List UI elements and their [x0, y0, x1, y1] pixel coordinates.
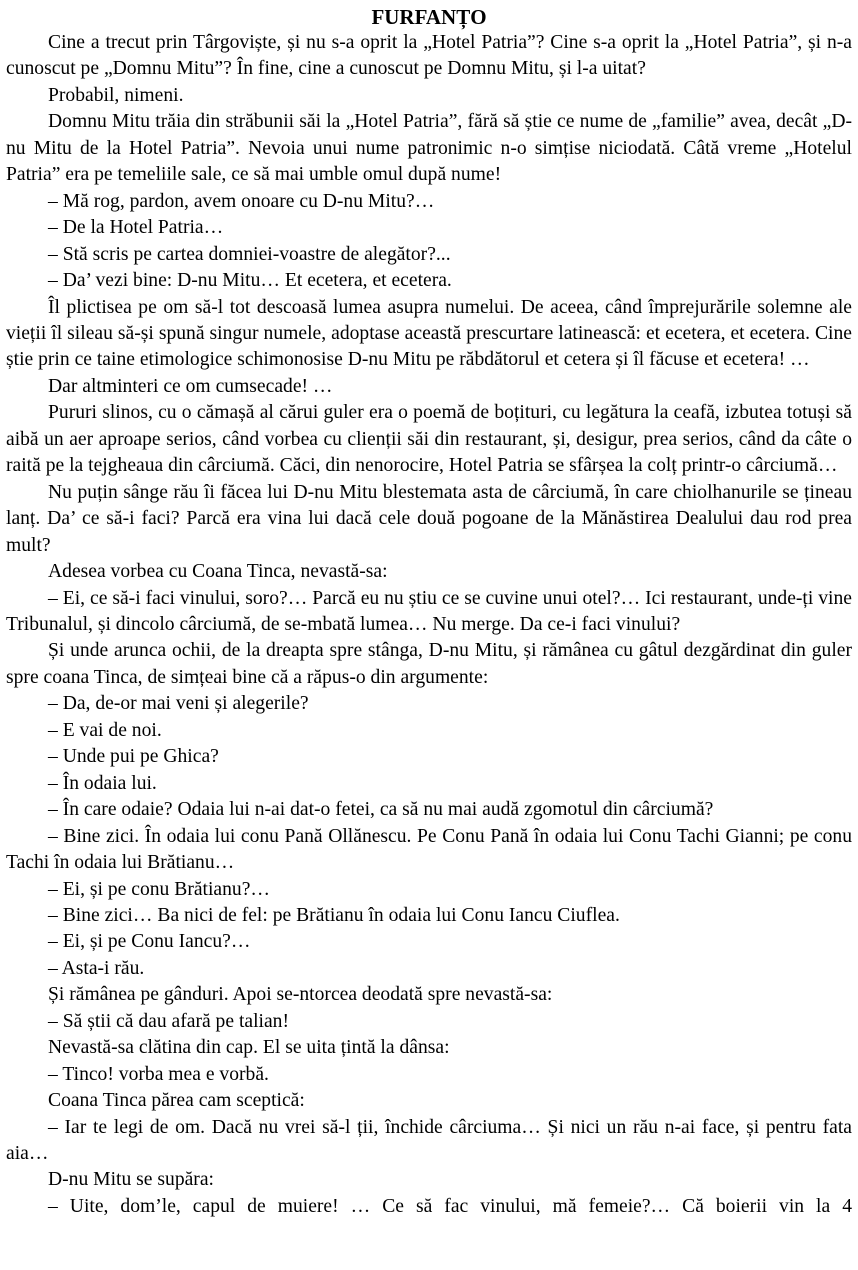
- paragraph: Îl plictisea pe om să-l tot descoasă lumea asupra numelui. De aceea, când împrejurările solemne ale vieții îl sileau să-și spună singur numele, adoptase această prescurtare latinească: et ecetera, et ecetera. Cine știe prin ce taine etimologice schimonosise D-nu Mitu pe răbdătorul et cetera și îl făcuse et ecetera! …: [6, 296, 852, 371]
- dialogue-line: – Bine zici. În odaia lui conu Pană Ollănescu. Pe Conu Pană în odaia lui Conu Tachi Gianni; pe conu Tachi în odaia lui Brătianu…: [6, 825, 852, 874]
- dialogue-line: – Ei, și pe conu Brătianu?…: [48, 878, 271, 900]
- dialogue-line: – Uite, dom’le, capul de muiere! … Ce să fac vinului, mă femeie?… Că boierii vin la 4: [48, 1195, 852, 1217]
- page-title: FURFANȚO: [371, 5, 487, 29]
- dialogue-line: – E vai de noi.: [48, 719, 162, 741]
- dialogue-line: – De la Hotel Patria…: [48, 217, 224, 239]
- paragraph: Adesea vorbea cu Coana Tinca, nevastă-sa:: [48, 561, 388, 583]
- dialogue-line: – În odaia lui.: [48, 772, 157, 794]
- paragraph: Și unde arunca ochii, de la dreapta spre stânga, D-nu Mitu, și rămânea cu gâtul dezgărdinat din guler spre coana Tinca, de simțeai bine că a răpus-o din argumente:: [6, 640, 852, 688]
- paragraph: Pururi slinos, cu o cămașă al cărui guler era o poemă de boțituri, cu legătura la ceafă, izbutea totuși să aibă un aer aproape serios, când vorbea cu clienții săi din restaurant, și, desigur, prea serios, când da câte o raită pe la tejgheaua din cârciumă. Căci, din nenorocire, Hotel Patria se sfârșea la colț printr-o cârciumă…: [6, 402, 852, 477]
- dialogue-line: – În care odaie? Odaia lui n-ai dat-o fetei, ca să nu mai audă zgomotul din cârciumă?: [48, 799, 714, 821]
- paragraph: Nevastă-sa clătina din cap. El se uita țintă la dânsa:: [48, 1037, 450, 1059]
- dialogue-line: – Da’ vezi bine: D-nu Mitu… Et ecetera, et ecetera.: [48, 270, 452, 292]
- dialogue-line: – Mă rog, pardon, avem onoare cu D-nu Mitu?…: [48, 190, 435, 212]
- dialogue-line: – Da, de-or mai veni și alegerile?: [48, 693, 309, 715]
- dialogue-line: – Stă scris pe cartea domniei-voastre de alegător?...: [48, 243, 451, 265]
- paragraph: Dar altminteri ce om cumsecade! …: [48, 375, 333, 397]
- dialogue-line: – Să știi că dau afară pe talian!: [48, 1010, 289, 1032]
- dialogue-line: – Unde pui pe Ghica?: [48, 746, 219, 768]
- dialogue-line: – Bine zici… Ba nici de fel: pe Brătianu în odaia lui Conu Iancu Ciuflea.: [48, 904, 620, 926]
- paragraph: Nu puțin sânge rău îi făcea lui D-nu Mitu blestemata asta de cârciumă, în care chiolhanurile se țineau lanț. Da’ ce să-i faci? Parcă era vina lui dacă cele două pogoane de la Mănăstirea Dealului dau rod prea mult?: [6, 481, 852, 556]
- dialogue-line: – Asta-i rău.: [48, 957, 145, 979]
- paragraph: Coana Tinca părea cam sceptică:: [48, 1090, 305, 1112]
- paragraph: Cine a trecut prin Târgoviște, și nu s-a oprit la „Hotel Patria”? Cine s-a oprit la „Hotel Patria”, și n-a cunoscut pe „Domnu Mitu”? În fine, cine a cunoscut pe Domnu Mitu, și l-a uitat?: [6, 32, 852, 80]
- paragraph: Și rămânea pe gânduri. Apoi se-ntorcea deodată spre nevastă-sa:: [48, 984, 553, 1006]
- dialogue-line: – Ei, ce să-i faci vinului, soro?… Parcă eu nu știu ce se cuvine unui otel?… Ici restaurant, unde-ți vine Tribunalul, și dincolo cârciumă, de se-mbată lumea… Nu merge. Da ce-i faci vinului?: [6, 587, 852, 635]
- paragraph: Domnu Mitu trăia din străbunii săi la „Hotel Patria”, fără să știe ce nume de „familie” avea, decât „D-nu Mitu de la Hotel Patria”. Nevoia unui nume patronimic n-o simțise niciodată. Câtă vreme „Hotelul Patria” era pe temeliile sale, ce să mai umble omul după nume!: [6, 111, 852, 186]
- paragraph: Probabil, nimeni.: [48, 84, 184, 106]
- paragraph: D-nu Mitu se supăra:: [48, 1169, 214, 1191]
- dialogue-line: – Iar te legi de om. Dacă nu vrei să-l ții, închide cârciuma… Și nici un rău n-ai face, și pentru fata aia…: [6, 1116, 852, 1165]
- dialogue-line: – Ei, și pe Conu Iancu?…: [48, 931, 251, 953]
- dialogue-line: – Tinco! vorba mea e vorbă.: [48, 1063, 269, 1085]
